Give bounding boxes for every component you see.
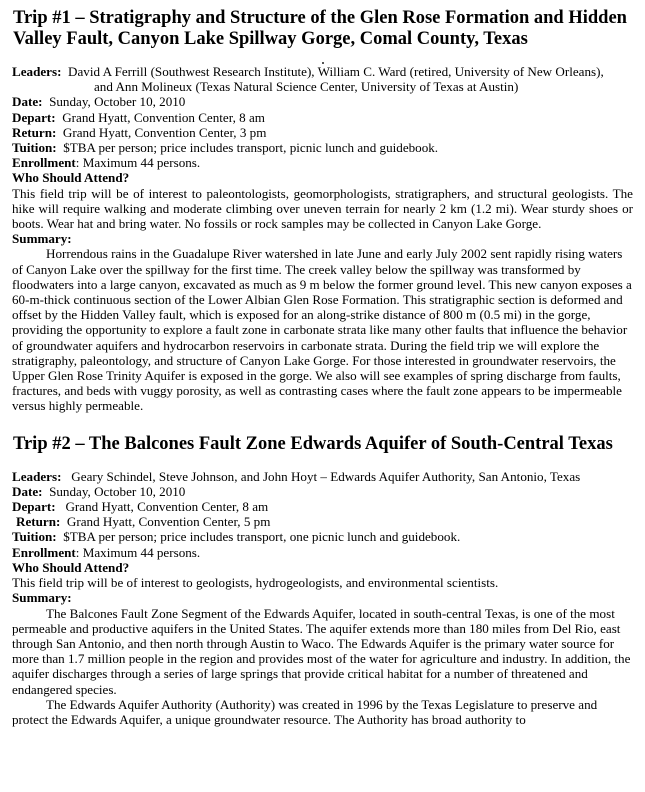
trip1-title: Trip #1 – Stratigraphy and Structure of the Glen Rose Formation and Hidden Valley Fault, Canyon Lake Spillway Gorge, Comal County, Texas [13, 8, 627, 49]
trip2-summary-label [12, 590, 633, 605]
depart-value: Grand Hyatt, Convention Center, 8 am [62, 109, 265, 125]
trip1-date [12, 94, 633, 109]
trip1-return [12, 125, 633, 140]
who-label: Who Should Attend? [12, 170, 130, 186]
trip1-who-label [12, 170, 633, 185]
trip1-leaders [12, 64, 633, 79]
tuition-label: Tuition: [12, 529, 57, 545]
leaders-label: Leaders: [12, 64, 62, 79]
summary-label: Summary: [12, 590, 72, 606]
trip2-tuition [12, 529, 633, 544]
trip2-who-label [12, 560, 633, 575]
trip1-summary-text: Horrendous rains in the Guadalupe River watershed in late June and early July 2002 sent rapidly rising waters of Canyon Lake over the spillway for the first time. The creek valley below the spillway was transformed by floodwaters into a large canyon, excavated as much as 9 m below the former ground level. This new canyon exposes a 60-m-thick continuous section of the Lower Albian Glen Rose Formation. This stratigraphic section is deformed and offset by the Hidden Valley fault, which is exposed for an along-strike distance of 800 m (0.5 mi) in the gorge, providing the opportunity to explore a fault zone in carbonate strata like many other faults that influence the behavior of groundwater aquifers and hydrocarbon reservoirs in carbonate strata. During the field trip we will explore the stratigraphy, paleontology, and structure of Canyon Lake Gorge. For those interested in groundwater reservoirs, the Upper Glen Rose Trinity Aquifer is exposed in the gorge. We also will see examples of spring discharge from faults, fractures, and beds with vuggy porosity, as well as contrasting cases where the fault zone appears to be impermeable versus highly permeable. [12, 246, 632, 414]
trip1-tuition [12, 140, 633, 155]
trip2-return [12, 514, 633, 529]
tuition-value: $TBA per person; price includes transport, picnic lunch and guidebook. [63, 140, 439, 156]
enrollment-label: Enrollment [12, 544, 76, 560]
trip2-who-text: This field trip will be of interest to geologists, hydrogeologists, and environmental scientists. [12, 575, 499, 591]
enrollment-value: : Maximum 44 persons. [75, 155, 201, 171]
trip2-enrollment [12, 545, 633, 560]
date-value: Sunday, October 10, 2010 [49, 94, 186, 110]
enrollment-value: : Maximum 44 persons. [75, 544, 201, 560]
trip1-who-text: This field trip will be of interest to paleontologists, geomorphologists, stratigraphers, and structural geologists. The hike will require walking and moderate climbing over uneven terrain for nearly 2 km (1.2 mi). Wear sturdy shoes or boots. Wear hat and bring water. No fossils or rock samples may be collected in Canyon Lake Gorge. [12, 185, 633, 232]
date-value: Sunday, October 10, 2010 [49, 483, 186, 499]
return-label: Return: [12, 124, 57, 140]
depart-label: Depart: [12, 109, 56, 125]
trip2-details [12, 469, 633, 727]
leaders-value: Geary Schindel, Steve Johnson, and John Hoyt – Edwards Aquifer Authority, San Antonio, Texas [71, 468, 581, 484]
trip2-leaders [12, 469, 633, 484]
date-label: Date: [12, 483, 43, 499]
trip1-depart [12, 110, 633, 125]
trip1-enrollment [12, 155, 633, 170]
who-label: Who Should Attend? [12, 559, 130, 575]
trip1-summary-label [12, 231, 633, 246]
stray-mark [322, 62, 324, 64]
leaders-label: Leaders: [12, 468, 62, 484]
return-label: Return: [16, 514, 61, 530]
date-label: Date: [12, 94, 43, 110]
trip2-date [12, 484, 633, 499]
summary-label: Summary: [12, 231, 72, 247]
tuition-label: Tuition: [12, 140, 57, 156]
leaders-line1: David A Ferrill (Southwest Research Institute), William C. Ward (retired, University of New Orleans), [68, 64, 604, 79]
tuition-value: $TBA per person; price includes transport, one picnic lunch and guidebook. [63, 529, 461, 545]
return-value: Grand Hyatt, Convention Center, 3 pm [62, 124, 267, 140]
trip2-depart [12, 499, 633, 514]
trip1-details [12, 64, 633, 414]
return-value: Grand Hyatt, Convention Center, 5 pm [66, 514, 271, 530]
trip2-title: Trip #2 – The Balcones Fault Zone Edwards Aquifer of South-Central Texas [13, 433, 613, 454]
enrollment-label: Enrollment [12, 155, 76, 171]
trip2-summary-p1: The Balcones Fault Zone Segment of the Edwards Aquifer, located in south-central Texas, is one of the most permeable and productive aquifers in the United States. The aquifer extends more than 180 miles from Del Rio, east through San Antonio, and then north through Austin to Waco. The Edwards Aquifer is the primary water source for more than 1.7 million people in the region and provides most of the water for agriculture and industry. In addition, the aquifer discharges through a series of large springs that provide critical habitat for a number of threatened and endangered species. [12, 605, 631, 697]
trip1-leaders-cont: and Ann Molineux (Texas Natural Science Center, University of Texas at Austin) [94, 79, 519, 95]
trip2-summary-p2: The Edwards Aquifer Authority (Authority) was created in 1996 by the Texas Legislature to preserve and protect the Edwards Aquifer, a unique groundwater resource. The Authority has broad authority to [12, 696, 598, 727]
depart-value: Grand Hyatt, Convention Center, 8 am [65, 499, 269, 515]
depart-label: Depart: [12, 499, 56, 515]
